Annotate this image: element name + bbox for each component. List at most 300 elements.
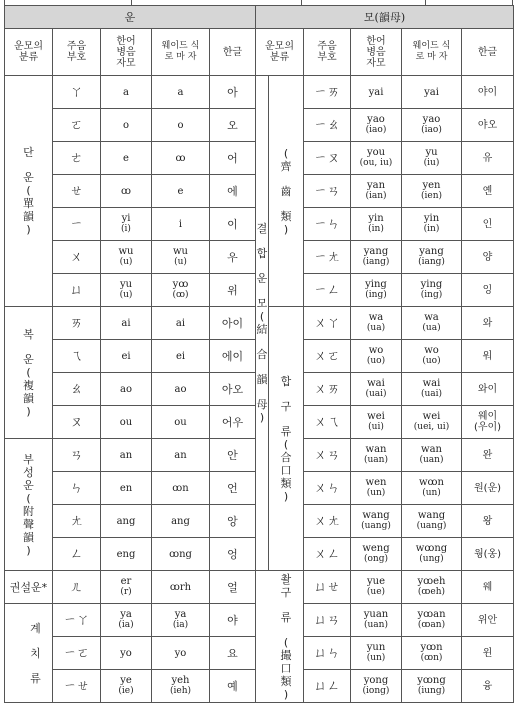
category-label-char: 母 — [256, 398, 268, 411]
pinyin-cell-alt: (ong) — [364, 554, 388, 564]
category-label-char: 계 — [30, 621, 41, 635]
pinyin-cell — [351, 340, 402, 373]
right-outer-label — [256, 76, 269, 571]
pinyin-cell-main: yong — [363, 675, 389, 686]
left-group-label — [5, 307, 53, 439]
category-label-char: 韻 — [23, 391, 34, 405]
wade-cell-main: wꝏng — [415, 543, 448, 554]
bopomofo-cell: ㄟ — [53, 340, 101, 373]
wade-cell — [152, 241, 210, 274]
category-label-char: ) — [259, 411, 265, 424]
wade-cell-main: yin — [423, 213, 440, 224]
wade-cell-alt: (uang) — [416, 521, 447, 531]
wade-cell — [402, 604, 462, 637]
korean-cell: 야 — [210, 604, 256, 637]
pinyin-cell — [101, 109, 152, 142]
bopomofo-cell: ㄞ — [53, 307, 101, 340]
korean-cell: 웡(옹) — [462, 538, 514, 571]
wade-cell-main: yao — [422, 114, 441, 125]
wade-cell-alt: (iao) — [421, 125, 442, 135]
wade-cell-main: ꝏ — [175, 152, 186, 164]
pinyin-cell — [101, 472, 152, 505]
wade-cell-alt: (ꝏan) — [417, 620, 446, 630]
pinyin-cell-main: ꝏ — [121, 185, 131, 197]
category-label-char: 류 — [280, 424, 292, 438]
pinyin-cell-alt: (uan) — [364, 620, 388, 630]
bopomofo-cell: ㄧㄢ — [304, 175, 351, 208]
wade-cell — [402, 307, 462, 340]
wade-cell — [152, 472, 210, 505]
korean-cell: 완 — [462, 439, 514, 472]
category-label-char: 운 — [256, 272, 268, 285]
category-label-char: ( — [259, 310, 265, 323]
pinyin-cell — [101, 208, 152, 241]
bopomofo-cell: ㄝ — [53, 175, 101, 208]
category-label-char: 結 — [256, 323, 268, 336]
pinyin-cell — [101, 340, 152, 373]
korean-cell: 와 — [462, 307, 514, 340]
wade-cell-main: yꝏan — [417, 609, 446, 620]
wade-cell — [152, 538, 210, 571]
left-section-title: 운 — [5, 6, 256, 29]
pinyin-cell — [101, 505, 152, 538]
pinyin-cell — [351, 538, 402, 571]
wade-cell-main: yꝏ — [172, 279, 189, 290]
wade-cell-main: ei — [175, 350, 186, 362]
wade-cell — [152, 439, 210, 472]
korean-cell: 아오 — [210, 373, 256, 406]
wade-cell-main: e — [177, 185, 184, 197]
bopomofo-cell: ㄨㄛ — [304, 340, 351, 373]
wade-cell-alt: (ꝏ) — [172, 290, 189, 300]
category-label-char: 구 — [280, 399, 292, 413]
wade-cell — [402, 109, 462, 142]
pinyin-cell — [351, 109, 402, 142]
wade-cell-main: yꝏeh — [417, 576, 446, 587]
bopomofo-cell: ㄨ — [53, 241, 101, 274]
wade-cell — [402, 76, 462, 109]
wade-cell — [152, 637, 210, 670]
bopomofo-cell: ㄧㄡ — [304, 142, 351, 175]
category-label-char: 附 — [23, 504, 34, 518]
category-label-char: 구 — [280, 585, 292, 599]
pinyin-cell — [101, 670, 152, 703]
wade-cell — [402, 175, 462, 208]
bopomofo-cell: ㄧㄥ — [304, 274, 351, 307]
pinyin-cell-main: ying — [365, 279, 387, 290]
pinyin-cell-main: er — [120, 576, 132, 587]
pinyin-cell-main: wang — [362, 510, 390, 521]
korean-cell: 원(운) — [462, 472, 514, 505]
bopomofo-cell: ㄠ — [53, 373, 101, 406]
category-label-char: 口 — [280, 463, 292, 477]
korean-cell: 윈 — [462, 637, 514, 670]
bopomofo-cell: ㄧㄞ — [304, 76, 351, 109]
pinyin-cell-main: wen — [365, 477, 387, 488]
category-label-char: 複 — [23, 378, 34, 392]
pinyin-cell-main: wai — [367, 378, 385, 389]
pinyin-cell — [351, 439, 402, 472]
korean-cell: 예 — [210, 670, 256, 703]
pinyin-cell — [101, 307, 152, 340]
pinyin-cell — [351, 373, 402, 406]
pinyin-cell — [101, 406, 152, 439]
right-group-label — [269, 307, 304, 571]
wade-cell — [402, 637, 462, 670]
category-label-char: 부 — [23, 452, 34, 466]
korean-cell: 옌 — [462, 175, 514, 208]
pinyin-cell-alt: (u) — [119, 257, 133, 267]
category-label-char: ( — [283, 437, 289, 451]
bopomofo-cell: ㄨㄢ — [304, 439, 351, 472]
korean-cell: 언 — [210, 472, 256, 505]
pinyin-cell-main: weng — [362, 543, 390, 554]
pinyin-cell-alt: (ua) — [366, 323, 386, 333]
bopomofo-cell: ㄨㄞ — [304, 373, 351, 406]
wade-cell-main: yo — [174, 647, 187, 659]
pinyin-cell-alt: (iao) — [365, 125, 387, 135]
bopomofo-cell: ㄩ — [53, 274, 101, 307]
wade-cell — [152, 373, 210, 406]
wade-cell-main: ang — [171, 515, 190, 527]
wade-cell — [402, 505, 462, 538]
bopomofo-cell: ㄧㄛ — [53, 637, 101, 670]
wade-cell-main: ying — [420, 279, 443, 290]
wade-cell — [402, 142, 462, 175]
category-label-char: 類 — [280, 674, 292, 688]
pinyin-cell-alt: (ue) — [366, 587, 386, 597]
pinyin-cell-main: e — [123, 152, 129, 164]
wade-cell — [152, 670, 210, 703]
pinyin-cell-alt: (uan) — [364, 455, 388, 465]
category-label-char: ) — [26, 223, 31, 236]
pinyin-cell-main: en — [119, 482, 133, 494]
pinyin-cell-alt: (uang) — [361, 521, 391, 531]
wade-cell-alt: (uei, ui) — [413, 422, 450, 432]
pinyin-cell-main: you — [366, 147, 386, 158]
header-category-right: 운모의 분류 — [256, 29, 304, 76]
bopomofo-cell: ㄩㄢ — [304, 604, 351, 637]
pinyin-cell-main: ye — [120, 675, 132, 686]
bopomofo-cell: ㄨㄟ — [304, 406, 351, 439]
wade-cell-alt: (un) — [422, 488, 441, 498]
bopomofo-cell: ㄧㄣ — [304, 208, 351, 241]
wade-cell — [402, 208, 462, 241]
wade-cell-main: wang — [417, 510, 446, 521]
bopomofo-cell: ㄣ — [53, 472, 101, 505]
pinyin-cell-main: ai — [121, 317, 131, 329]
wade-cell — [152, 208, 210, 241]
korean-cell: 아이 — [210, 307, 256, 340]
pinyin-cell — [351, 142, 402, 175]
wade-cell — [152, 571, 210, 604]
pinyin-cell — [351, 571, 402, 604]
header-bopomofo: 주음 부호 — [53, 29, 101, 76]
bopomofo-cell: ㄩㄝ — [304, 571, 351, 604]
pinyin-cell-main: yo — [120, 647, 132, 659]
wade-cell — [402, 670, 462, 703]
korean-cell: 에이 — [210, 340, 256, 373]
table-row — [5, 571, 514, 604]
category-label-char: 합 — [280, 374, 292, 388]
wade-cell-alt: (ua) — [422, 323, 441, 333]
korean-cell: 융 — [462, 670, 514, 703]
left-group-label — [5, 76, 53, 307]
pinyin-cell — [351, 208, 402, 241]
pinyin-cell-alt: (ia) — [118, 620, 134, 630]
wade-cell-alt: (uan) — [419, 455, 444, 465]
wade-cell-main: wa — [424, 312, 439, 323]
wade-cell — [402, 538, 462, 571]
bopomofo-cell: ㄧㄤ — [304, 241, 351, 274]
pinyin-cell-alt: (ou, iu) — [359, 158, 393, 168]
wade-cell — [402, 340, 462, 373]
pinyin-cell-main: a — [123, 86, 129, 98]
pinyin-cell-main: yai — [368, 86, 384, 98]
wade-cell — [402, 241, 462, 274]
category-label-char: 복 — [23, 327, 34, 341]
bopomofo-cell: ㄨㄚ — [304, 307, 351, 340]
category-label-char: 口 — [280, 661, 292, 675]
wade-cell-alt: (uo) — [422, 356, 441, 366]
wade-cell — [152, 142, 210, 175]
korean-cell: 인 — [462, 208, 514, 241]
pinyin-cell-main: yun — [366, 642, 386, 653]
pinyin-cell — [351, 670, 402, 703]
pinyin-cell-main: wa — [368, 312, 384, 323]
pinyin-cell-main: ou — [119, 416, 133, 428]
korean-cell: 아 — [210, 76, 256, 109]
pinyin-cell — [351, 307, 402, 340]
bopomofo-cell: ㄜ — [53, 142, 101, 175]
category-label-char: ( — [26, 184, 31, 197]
pinyin-cell — [101, 538, 152, 571]
category-label-char: 韻 — [256, 373, 268, 386]
pinyin-cell-main: yu — [119, 279, 133, 290]
category-label-char: 운 — [23, 352, 34, 366]
pinyin-cell — [351, 604, 402, 637]
right-outer-spacer — [256, 571, 269, 703]
korean-cell: 안 — [210, 439, 256, 472]
korean-cell: 웨이 (우이) — [462, 406, 514, 439]
wade-cell — [402, 472, 462, 505]
pinyin-cell — [101, 439, 152, 472]
pinyin-cell — [101, 142, 152, 175]
category-label-char: 권설운* — [9, 580, 48, 594]
header-wade: 웨이드 식 로 마 자 — [152, 29, 210, 76]
pinyin-cell-main: yang — [363, 246, 389, 257]
pinyin-cell-main: o — [122, 119, 130, 131]
wade-cell-main: ya — [174, 609, 187, 620]
category-label-char: ) — [283, 222, 289, 236]
category-label-char: ) — [26, 404, 31, 418]
wade-cell-main: wai — [422, 378, 441, 389]
bopomofo-cell: ㄩㄣ — [304, 637, 351, 670]
wade-cell-main: wꝏn — [419, 477, 444, 488]
wade-cell-main: a — [177, 86, 184, 98]
pinyin-cell-main: yin — [368, 213, 384, 224]
pinyin-cell-main: an — [119, 449, 133, 461]
category-label-char: 合 — [280, 450, 292, 464]
korean-cell: 잉 — [462, 274, 514, 307]
korean-cell: 에 — [210, 175, 256, 208]
wade-cell-main: ꝏrh — [169, 581, 192, 593]
bopomofo-cell: ㄩㄥ — [304, 670, 351, 703]
korean-cell: 위 — [210, 274, 256, 307]
vowel-romanization-table — [4, 5, 514, 703]
korean-cell: 위안 — [462, 604, 514, 637]
bopomofo-cell: ㄢ — [53, 439, 101, 472]
pinyin-cell-alt: (r) — [120, 587, 132, 597]
wade-cell-alt: (ꝏeh) — [417, 587, 446, 597]
wade-cell-alt: (ieh) — [169, 686, 192, 696]
pinyin-cell — [351, 406, 402, 439]
wade-cell — [152, 307, 210, 340]
pinyin-cell-alt: (ing) — [365, 290, 387, 300]
wade-cell-main: o — [177, 119, 184, 131]
header-pinyin: 한어 병음 자모 — [101, 29, 152, 76]
wade-cell-main: ai — [175, 317, 186, 329]
bopomofo-cell: ㄧㄚ — [53, 604, 101, 637]
korean-cell: 와이 — [462, 373, 514, 406]
korean-cell: 이 — [210, 208, 256, 241]
pinyin-cell-main: wan — [365, 444, 387, 455]
pinyin-cell-alt: (un) — [366, 488, 386, 498]
korean-cell: 우 — [210, 241, 256, 274]
bopomofo-cell: ㄛ — [53, 109, 101, 142]
bopomofo-cell: ㄧㄝ — [53, 670, 101, 703]
korean-cell: 왕 — [462, 505, 514, 538]
korean-cell: 오 — [210, 109, 256, 142]
wade-cell-main: yꝏn — [420, 642, 443, 653]
pinyin-cell-alt: (in) — [368, 224, 384, 234]
wade-cell-main: yen — [422, 180, 441, 191]
korean-cell: 엉 — [210, 538, 256, 571]
bopomofo-cell: ㄥ — [53, 538, 101, 571]
pinyin-cell-main: yan — [366, 180, 386, 191]
pinyin-cell — [351, 274, 402, 307]
wade-cell — [152, 406, 210, 439]
bopomofo-cell: ㄧ — [53, 208, 101, 241]
wade-cell — [152, 175, 210, 208]
category-label-char: ( — [26, 491, 31, 505]
wade-cell-main: wan — [421, 444, 442, 455]
category-label-char: 류 — [280, 610, 292, 624]
korean-cell: 어우 — [210, 406, 256, 439]
category-label-char: 合 — [256, 348, 268, 361]
wade-cell-alt: (ia) — [172, 620, 189, 630]
wade-cell-alt: (in) — [423, 224, 440, 234]
wade-cell — [152, 340, 210, 373]
wade-cell-alt: (ung) — [419, 554, 444, 564]
category-label-char: 類 — [280, 476, 292, 490]
header-korean-right: 한글 — [462, 29, 514, 76]
category-label-char: 합 — [256, 247, 268, 260]
pinyin-cell-main: ya — [120, 609, 132, 620]
wade-cell — [152, 604, 210, 637]
wade-cell-alt: (u) — [174, 257, 187, 267]
pinyin-cell-alt: (iang) — [362, 257, 390, 267]
korean-cell: 야오 — [462, 109, 514, 142]
left-group-label — [5, 439, 53, 571]
pinyin-cell — [351, 241, 402, 274]
bopomofo-cell: ㄚ — [53, 76, 101, 109]
pinyin-cell — [351, 472, 402, 505]
header-korean: 한글 — [210, 29, 256, 76]
pinyin-cell-main: wu — [118, 246, 134, 257]
pinyin-cell-main: yi — [121, 213, 131, 224]
pinyin-cell-alt: (u) — [119, 290, 133, 300]
left-group-label — [5, 571, 53, 604]
pinyin-cell-alt: (uo) — [366, 356, 386, 366]
header-bopomofo-right: 주음 부호 — [304, 29, 351, 76]
wade-cell-alt: (iang) — [418, 257, 445, 267]
bopomofo-cell: ㄡ — [53, 406, 101, 439]
header-wade-right: 웨이드 식 로 마 자 — [402, 29, 462, 76]
wade-cell-main: ou — [174, 416, 187, 428]
wade-cell-main: an — [174, 449, 187, 461]
bopomofo-cell: ㄧㄠ — [304, 109, 351, 142]
wade-cell-main: yu — [425, 147, 438, 158]
korean-cell: 얼 — [210, 571, 256, 604]
pinyin-cell — [101, 604, 152, 637]
wade-cell-alt: (ien) — [420, 191, 443, 201]
wade-cell — [402, 274, 462, 307]
korean-cell: 워 — [462, 340, 514, 373]
pinyin-cell-main: eng — [116, 548, 136, 560]
wade-cell — [402, 439, 462, 472]
category-label-char: 운 — [23, 171, 34, 184]
category-label-char: 촬 — [280, 572, 292, 586]
category-label-char: 단 — [23, 146, 34, 159]
category-label-char: 撮 — [280, 648, 292, 662]
wade-cell — [402, 406, 462, 439]
wade-cell-main: ao — [174, 383, 187, 395]
pinyin-cell — [101, 373, 152, 406]
pinyin-cell — [101, 76, 152, 109]
wade-cell-main: wu — [173, 246, 188, 257]
pinyin-cell — [101, 637, 152, 670]
right-group-label — [269, 76, 304, 307]
pinyin-cell — [101, 571, 152, 604]
pinyin-cell-alt: (i) — [121, 224, 131, 234]
bopomofo-cell: ㄨㄣ — [304, 472, 351, 505]
category-label-char: 韻 — [23, 210, 34, 223]
pinyin-cell-main: wo — [368, 345, 384, 356]
wade-cell-main: i — [178, 218, 183, 230]
korean-cell: 요 — [210, 637, 256, 670]
wade-cell-main: yꝏng — [417, 675, 446, 686]
korean-cell: 웨 — [462, 571, 514, 604]
pinyin-cell-main: ao — [120, 383, 132, 395]
wade-cell-alt: (uai) — [420, 389, 443, 399]
pinyin-cell-alt: (ie) — [118, 686, 134, 696]
category-label-char: 單 — [23, 197, 34, 210]
category-label-char: 齊 — [280, 159, 292, 173]
wade-cell-main: yeh — [171, 675, 190, 686]
pinyin-cell-alt: (uai) — [365, 389, 387, 399]
right-group-label — [269, 571, 304, 703]
category-label-char: 齒 — [280, 184, 292, 198]
korean-cell: 앙 — [210, 505, 256, 538]
pinyin-cell-main: yue — [366, 576, 385, 587]
wade-cell — [152, 274, 210, 307]
category-label-char: 성 — [23, 465, 34, 479]
wade-cell-alt: (ing) — [420, 290, 443, 300]
pinyin-cell-main: wei — [367, 411, 385, 422]
left-group-label — [5, 604, 53, 703]
wade-cell-main: yai — [424, 86, 439, 98]
